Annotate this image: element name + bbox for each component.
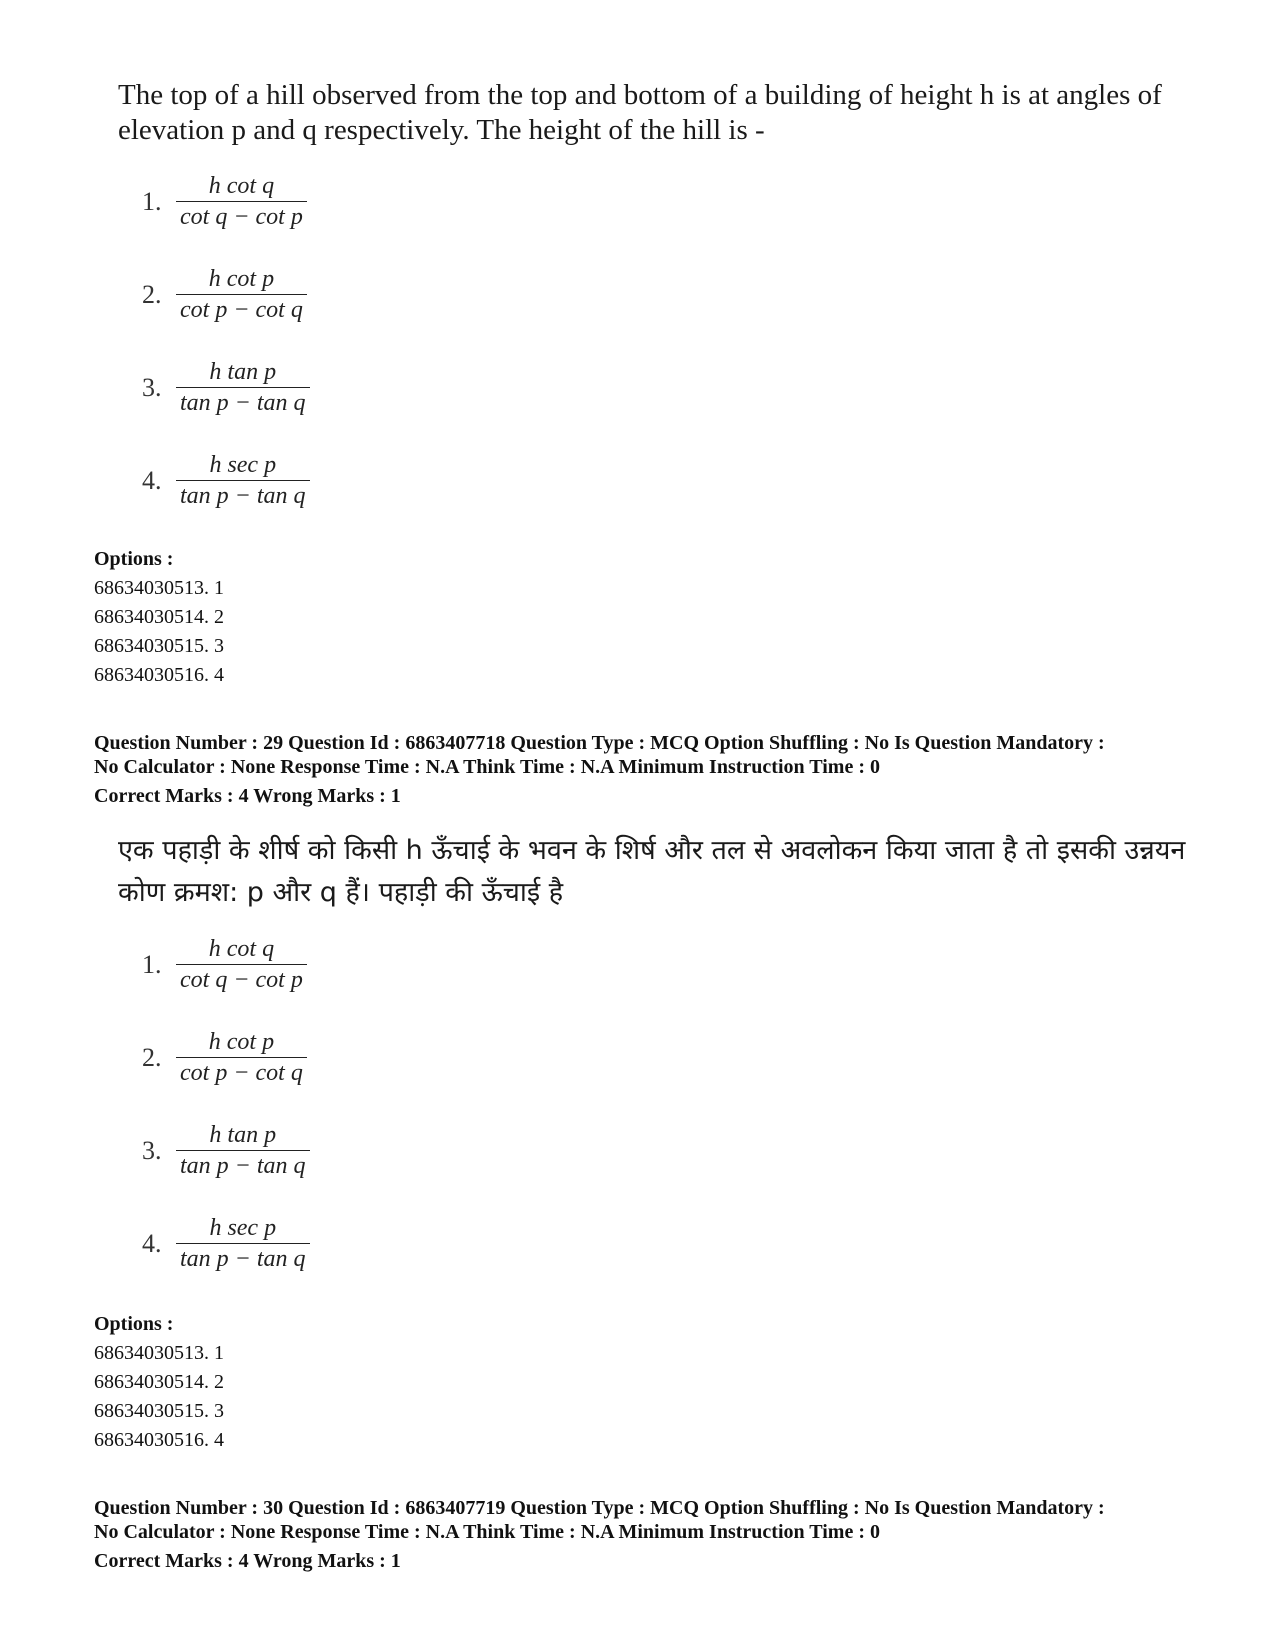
fraction-numerator: h cot q — [208, 173, 275, 199]
option-id: 68634030515. 3 — [94, 635, 224, 657]
choice-item — [142, 341, 310, 434]
choice-number: 1. — [142, 949, 162, 979]
fraction — [176, 934, 307, 995]
options-label: Options : — [94, 548, 174, 570]
option-id: 68634030513. 1 — [94, 577, 224, 599]
option-id: 68634030516. 4 — [94, 664, 224, 686]
option-id: 68634030516. 4 — [94, 1429, 224, 1451]
fraction-denominator: tan p − tan q — [176, 1243, 310, 1274]
choice-number: 3. — [142, 1135, 162, 1165]
question-meta — [94, 731, 1214, 808]
fraction-denominator: tan p − tan q — [176, 480, 310, 511]
fraction — [176, 1027, 307, 1088]
marks-line: Correct Marks : 4 Wrong Marks : 1 — [94, 785, 401, 807]
marks-line: Correct Marks : 4 Wrong Marks : 1 — [94, 1550, 401, 1572]
question-meta — [94, 1496, 1214, 1573]
choice-item — [142, 248, 310, 341]
question-meta-line: No Calculator : None Response Time : N.A Think Time : N.A Minimum Instruction Time : 0 — [94, 756, 880, 778]
choice-item — [142, 1011, 310, 1104]
fraction-numerator: h sec p — [209, 1215, 277, 1241]
option-id: 68634030515. 3 — [94, 1400, 224, 1422]
choice-number: 2. — [142, 1042, 162, 1072]
fraction-denominator: cot q − cot p — [176, 964, 307, 995]
choice-number: 2. — [142, 279, 162, 309]
fraction-numerator: h cot p — [208, 266, 275, 292]
choice-item — [142, 1197, 310, 1290]
option-id: 68634030513. 1 — [94, 1342, 224, 1364]
choice-item — [142, 1104, 310, 1197]
answer-choices — [142, 918, 310, 1290]
fraction — [176, 1120, 310, 1181]
choice-item — [142, 434, 310, 527]
option-id: 68634030514. 2 — [94, 606, 224, 628]
question-text-hindi: एक पहाड़ी के शीर्ष को किसी h ऊँचाई के भवन के शिर्ष और तल से अवलोकन किया जाता है तो इसकी उन्नयन कोण क्रमश: p और q हैं। पहाड़ी की ऊँचाई है — [118, 835, 1186, 908]
fraction — [176, 1213, 310, 1274]
fraction — [176, 171, 307, 232]
fraction-numerator: h tan p — [209, 1122, 277, 1148]
fraction-numerator: h sec p — [209, 452, 277, 478]
fraction-numerator: h cot q — [208, 936, 275, 962]
choice-number: 3. — [142, 372, 162, 402]
answer-choices — [142, 155, 310, 527]
fraction — [176, 264, 307, 325]
fraction — [176, 357, 310, 418]
fraction-denominator: cot q − cot p — [176, 201, 307, 232]
fraction — [176, 450, 310, 511]
fraction-denominator: tan p − tan q — [176, 1150, 310, 1181]
choice-item — [142, 918, 310, 1011]
fraction-denominator: tan p − tan q — [176, 387, 310, 418]
question-meta-line: No Calculator : None Response Time : N.A Think Time : N.A Minimum Instruction Time : 0 — [94, 1521, 880, 1543]
fraction-numerator: h cot p — [208, 1029, 275, 1055]
options-label: Options : — [94, 1313, 174, 1335]
option-id: 68634030514. 2 — [94, 1371, 224, 1393]
fraction-numerator: h tan p — [209, 359, 277, 385]
question-meta-line: Question Number : 30 Question Id : 6863407719 Question Type : MCQ Option Shuffling : No Is Question Mandatory : — [94, 1497, 1105, 1519]
question-meta-line: Question Number : 29 Question Id : 6863407718 Question Type : MCQ Option Shuffling : No Is Question Mandatory : — [94, 732, 1105, 754]
options-list — [94, 545, 224, 690]
choice-item — [142, 155, 310, 248]
fraction-denominator: cot p − cot q — [176, 1057, 307, 1088]
question-text: The top of a hill observed from the top and bottom of a building of height h is at angles of elevation p and q respectively. The height of the hill is - — [118, 79, 1162, 146]
choice-number: 1. — [142, 186, 162, 216]
choice-number: 4. — [142, 465, 162, 495]
choice-number: 4. — [142, 1228, 162, 1258]
options-list — [94, 1310, 224, 1455]
fraction-denominator: cot p − cot q — [176, 294, 307, 325]
